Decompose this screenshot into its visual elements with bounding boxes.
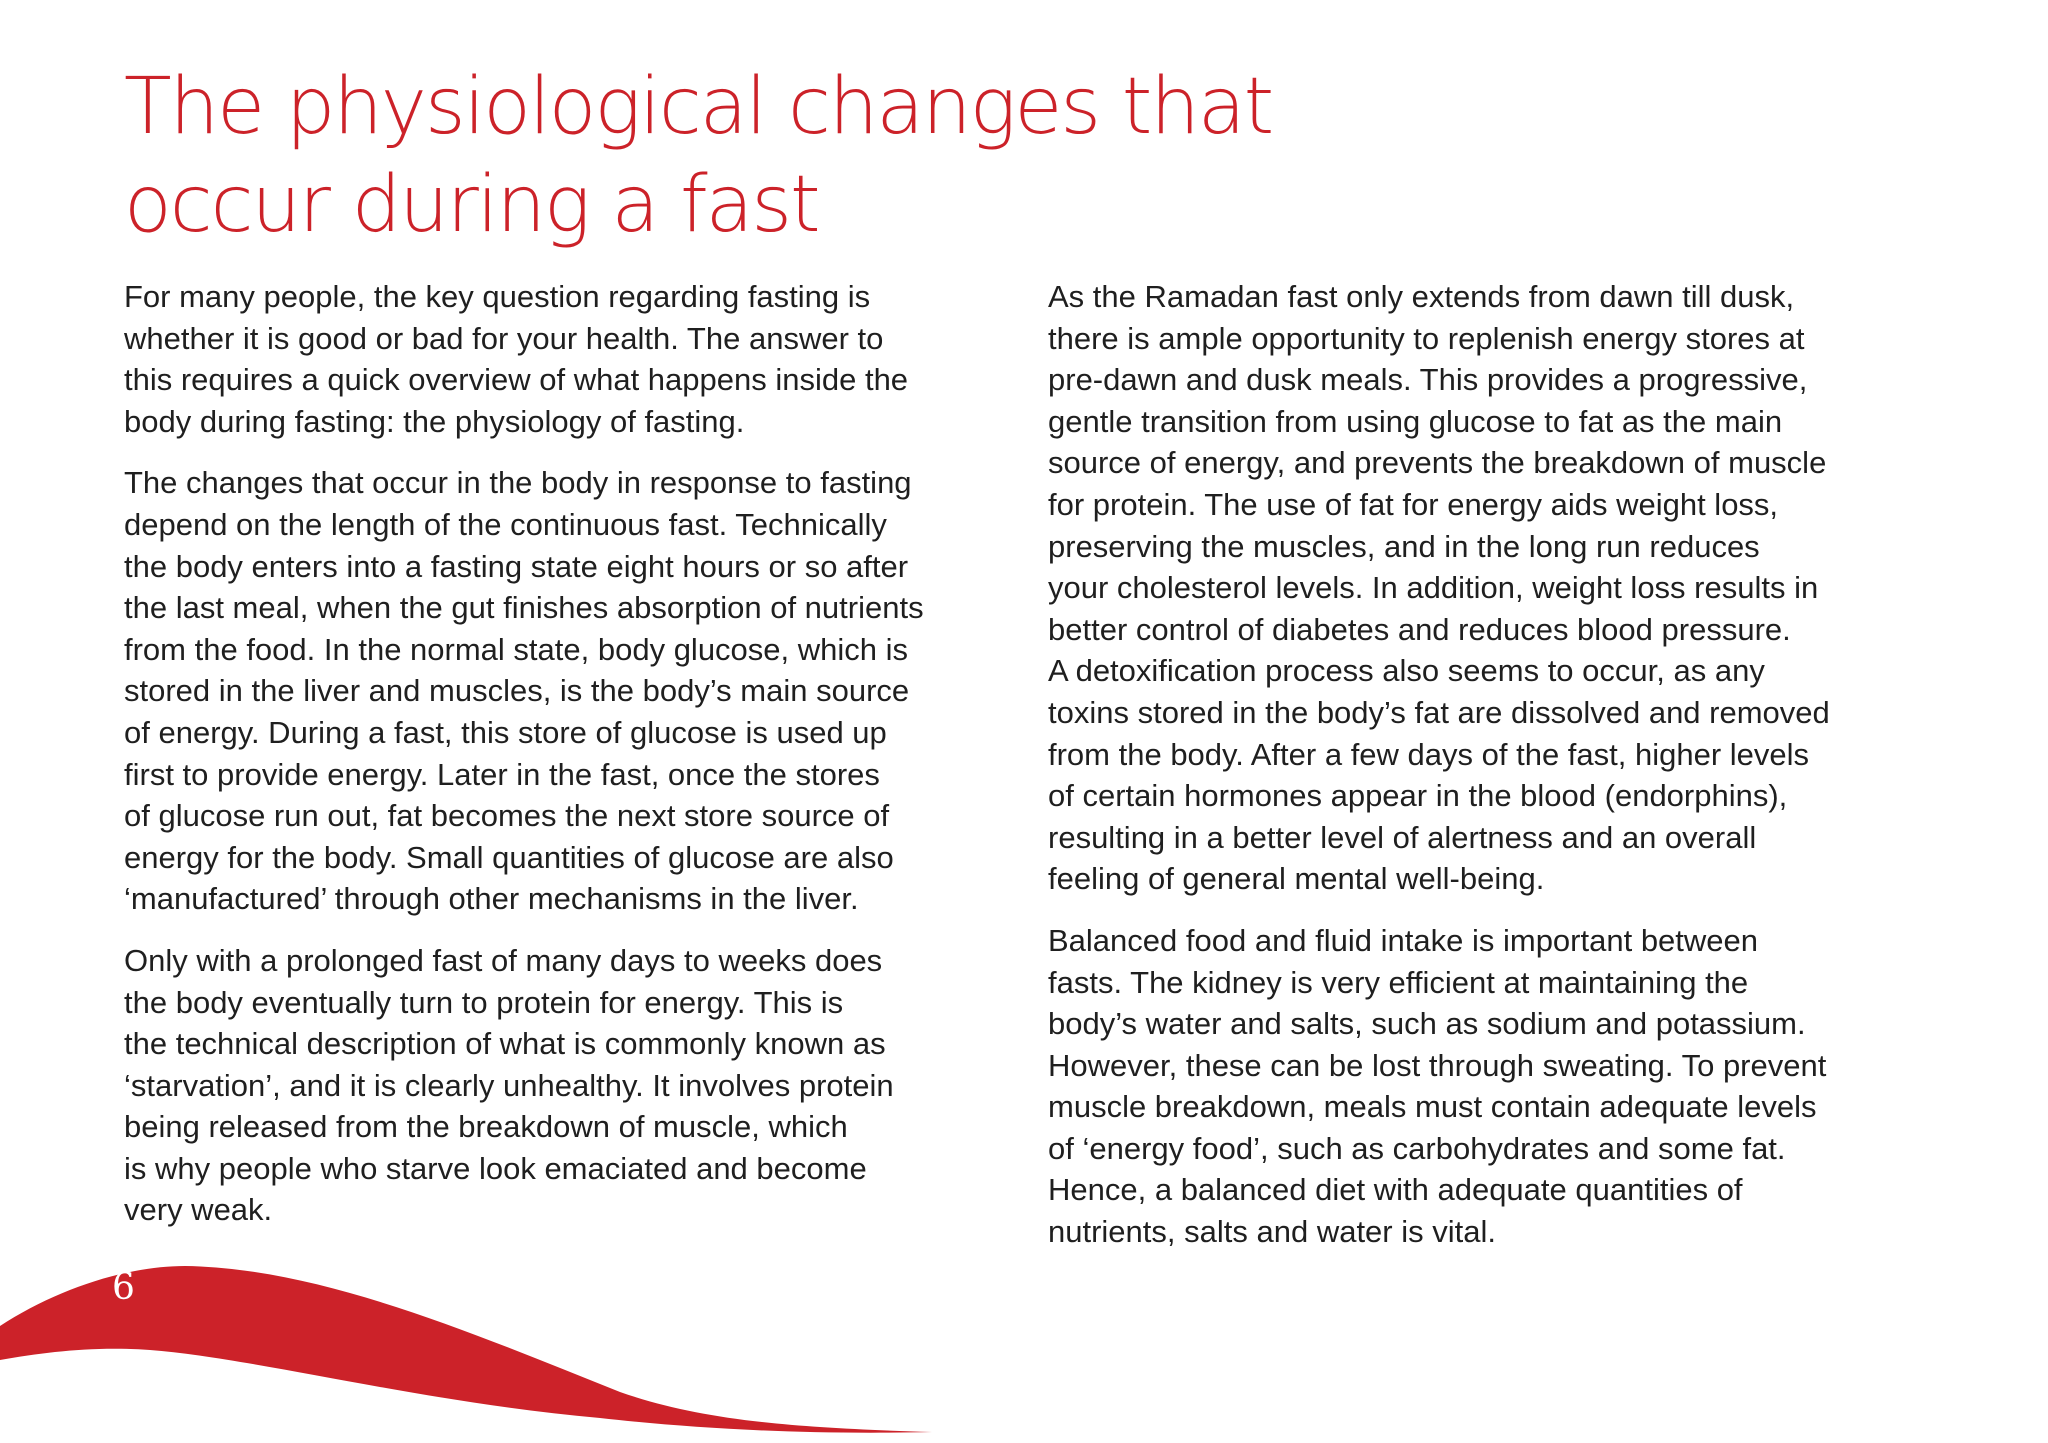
paragraph bbox=[1048, 276, 1948, 900]
text-line: the body eventually turn to protein for energy. This is bbox=[124, 984, 844, 1020]
text-line: is why people who starve look emaciated and become bbox=[124, 1150, 867, 1186]
text-line: very weak. bbox=[124, 1192, 273, 1228]
text-line: depend on the length of the continuous fast. Technically bbox=[124, 506, 887, 542]
text-line: stored in the liver and muscles, is the body’s main source bbox=[124, 673, 910, 709]
text-line: gentle transition from using glucose to fat as the main bbox=[1048, 403, 1783, 439]
text-line: nutrients, salts and water is vital. bbox=[1048, 1214, 1496, 1250]
text-line: body during fasting: the physiology of fasting. bbox=[124, 403, 745, 439]
text-line: Only with a prolonged fast of many days to weeks does bbox=[124, 942, 883, 978]
text-line: your cholesterol levels. In addition, weight loss results in bbox=[1048, 570, 1819, 606]
wave-swoosh bbox=[0, 1266, 932, 1433]
page-number: 6 bbox=[112, 1267, 135, 1308]
text-line: the technical description of what is commonly known as bbox=[124, 1026, 886, 1062]
text-line: of ‘energy food’, such as carbohydrates and some fat. bbox=[1048, 1130, 1786, 1166]
text-line: body’s water and salts, such as sodium and potassium. bbox=[1048, 1006, 1806, 1042]
right-column bbox=[1048, 276, 1948, 1273]
text-line: of certain hormones appear in the blood (endorphins), bbox=[1048, 778, 1788, 814]
page-title bbox=[124, 58, 1424, 254]
text-line: The changes that occur in the body in response to fasting bbox=[124, 465, 912, 501]
left-column bbox=[124, 276, 1024, 1251]
title-line: occur during a fast bbox=[124, 160, 819, 250]
text-line: source of energy, and prevents the breakdown of muscle bbox=[1048, 445, 1827, 481]
text-line: toxins stored in the body’s fat are dissolved and removed bbox=[1048, 694, 1830, 730]
paragraph bbox=[124, 462, 1024, 920]
text-line: energy for the body. Small quantities of glucose are also bbox=[124, 839, 894, 875]
text-line: first to provide energy. Later in the fast, once the stores bbox=[124, 756, 880, 792]
text-line: being released from the breakdown of muscle, which bbox=[124, 1109, 848, 1145]
text-line: Balanced food and fluid intake is important between bbox=[1048, 922, 1759, 958]
text-line: from the food. In the normal state, body glucose, which is bbox=[124, 631, 909, 667]
text-line: However, these can be lost through sweating. To prevent bbox=[1048, 1047, 1827, 1083]
text-line: pre-dawn and dusk meals. This provides a progressive, bbox=[1048, 362, 1808, 398]
text-line: ‘starvation’, and it is clearly unhealthy. It involves protein bbox=[124, 1067, 894, 1103]
text-line: the last meal, when the gut finishes absorption of nutrients bbox=[124, 590, 924, 626]
text-line: fasts. The kidney is very efficient at maintaining the bbox=[1048, 964, 1749, 1000]
text-line: muscle breakdown, meals must contain adequate levels bbox=[1048, 1089, 1817, 1125]
text-line: whether it is good or bad for your health. The answer to bbox=[124, 320, 884, 356]
text-line: of glucose run out, fat becomes the next store source of bbox=[124, 798, 890, 834]
text-line: For many people, the key question regarding fasting is bbox=[124, 279, 871, 314]
text-line: from the body. After a few days of the fast, higher levels bbox=[1048, 736, 1810, 772]
decorative-wave bbox=[0, 1240, 940, 1440]
paragraph bbox=[124, 940, 1024, 1231]
text-line: of energy. During a fast, this store of glucose is used up bbox=[124, 714, 887, 750]
text-line: preserving the muscles, and in the long run reduces bbox=[1048, 528, 1760, 564]
text-line: better control of diabetes and reduces blood pressure. bbox=[1048, 611, 1791, 647]
text-line: resulting in a better level of alertness and an overall bbox=[1048, 819, 1757, 855]
text-line: A detoxification process also seems to occur, as any bbox=[1048, 653, 1765, 689]
text-line: Hence, a balanced diet with adequate quantities of bbox=[1048, 1172, 1743, 1208]
paragraph bbox=[1048, 920, 1948, 1253]
text-line: there is ample opportunity to replenish energy stores at bbox=[1048, 320, 1805, 356]
text-line: ‘manufactured’ through other mechanisms in the liver. bbox=[124, 881, 859, 917]
text-line: As the Ramadan fast only extends from dawn till dusk, bbox=[1048, 279, 1795, 314]
text-line: the body enters into a fasting state eight hours or so after bbox=[124, 548, 909, 584]
paragraph bbox=[124, 276, 1024, 442]
title-line: The physiological changes that bbox=[124, 62, 1273, 152]
text-line: this requires a quick overview of what happens inside the bbox=[124, 362, 909, 398]
text-line: feeling of general mental well-being. bbox=[1048, 861, 1545, 897]
text-line: for protein. The use of fat for energy aids weight loss, bbox=[1048, 486, 1779, 522]
